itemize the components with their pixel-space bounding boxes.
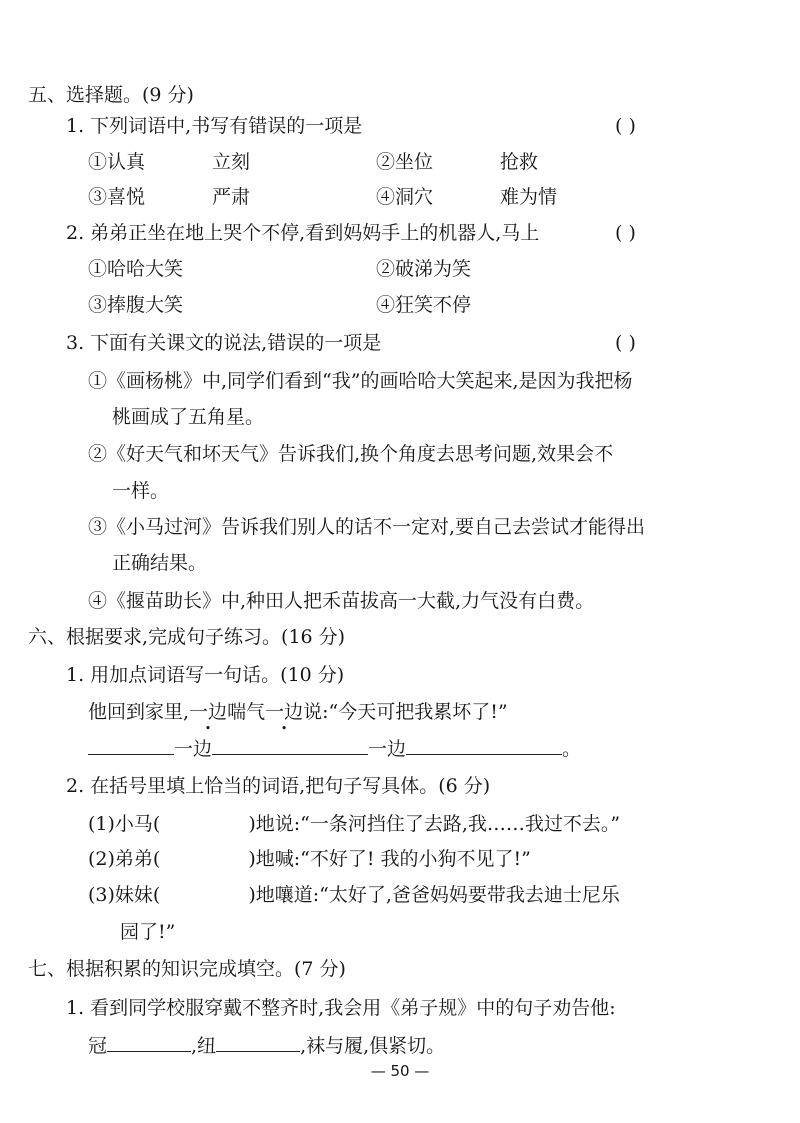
question-3-stem: 3. 下面有关课文的说法,错误的一项是 bbox=[66, 332, 382, 354]
option-1: ①认真 bbox=[88, 151, 146, 173]
option-3: ③喜悦 bbox=[88, 186, 146, 208]
section-5-heading: 五、选择题。(9 分) bbox=[28, 84, 194, 106]
option-4-line: ④《揠苗助长》中,种田人把禾苗拔高一大截,力气没有白费。 bbox=[88, 590, 595, 612]
sentence-3-prefix: (3)妹妹( bbox=[88, 884, 161, 906]
option-1-word: 立刻 bbox=[212, 151, 251, 173]
fill-word-2: 一边 bbox=[368, 738, 407, 760]
example-text: 喘气 bbox=[227, 701, 266, 723]
option-3-word: 严肃 bbox=[212, 186, 251, 208]
page-number: — 50 — bbox=[370, 1062, 430, 1080]
dotted-word-1: 一边 bbox=[189, 701, 228, 723]
fill-word-1: 一边 bbox=[174, 738, 213, 760]
section-6-heading: 六、根据要求,完成句子练习。(16 分) bbox=[28, 626, 346, 648]
answer-blank-2[interactable] bbox=[212, 736, 368, 755]
fill-end: ,袜与履,俱紧切。 bbox=[300, 1035, 446, 1057]
sentence-2-suffix: )地喊:“不好了! 我的小狗不见了!” bbox=[248, 848, 531, 870]
example-text: 说:“今天可把我累坏了!” bbox=[303, 701, 508, 723]
option-3: ③捧腹大笑 bbox=[88, 294, 184, 316]
section-7-heading: 七、根据积累的知识完成填空。(7 分) bbox=[28, 958, 346, 980]
sentence-2-prefix: (2)弟弟( bbox=[88, 848, 161, 870]
option-2: ②破涕为笑 bbox=[376, 258, 472, 280]
option-1-line-1: ①《画杨桃》中,同学们看到“我”的画哈哈大笑起来,是因为我把杨 bbox=[88, 370, 633, 392]
sentence-2 bbox=[88, 846, 531, 872]
answer-blank-1[interactable] bbox=[107, 1033, 191, 1052]
sentence-3-line-2: 园了!” bbox=[120, 921, 176, 943]
fill-prefix: 冠 bbox=[88, 1035, 108, 1057]
option-2-line-2: 一样。 bbox=[112, 480, 170, 502]
answer-paren-q2[interactable]: ( ) bbox=[615, 222, 636, 244]
sentence-1-suffix: )地说:“一条河挡住了去路,我……我过不去。” bbox=[248, 813, 621, 835]
answer-paren-q3[interactable]: ( ) bbox=[615, 332, 636, 354]
option-3-line-1: ③《小马过河》告诉我们别人的话不一定对,要自己去尝试才能得出 bbox=[88, 516, 646, 538]
sentence-1 bbox=[88, 811, 620, 837]
option-4: ④洞穴 bbox=[376, 186, 434, 208]
option-4-word: 难为情 bbox=[500, 186, 558, 208]
fill-mid: ,纽 bbox=[191, 1035, 217, 1057]
option-1-line-2: 桃画成了五角星。 bbox=[112, 406, 265, 428]
answer-blank-2[interactable] bbox=[216, 1033, 300, 1052]
question-1-stem: 1. 用加点词语写一句话。(10 分) bbox=[66, 664, 345, 686]
fill-sentence bbox=[88, 736, 581, 762]
question-1-stem: 1. 看到同学校服穿戴不整齐时,我会用《弟子规》中的句子劝告他: bbox=[66, 997, 616, 1019]
fill-period: 。 bbox=[562, 738, 582, 760]
question-2-stem: 2. 弟弟正坐在地上哭个不停,看到妈妈手上的机器人,马上 bbox=[66, 222, 540, 244]
fill-line bbox=[88, 1033, 445, 1059]
option-2-word: 抢救 bbox=[500, 151, 539, 173]
example-text: 他回到家里, bbox=[88, 701, 190, 723]
option-3-line-2: 正确结果。 bbox=[112, 552, 208, 574]
question-2-stem: 2. 在括号里填上恰当的词语,把句子写具体。(6 分) bbox=[66, 775, 491, 797]
option-4: ④狂笑不停 bbox=[376, 294, 472, 316]
question-1-stem: 1. 下列词语中,书写有错误的一项是 bbox=[66, 115, 363, 137]
example-sentence bbox=[88, 699, 508, 725]
answer-blank-3[interactable] bbox=[406, 736, 562, 755]
option-1: ①哈哈大笑 bbox=[88, 258, 184, 280]
answer-paren-q1[interactable]: ( ) bbox=[615, 115, 636, 137]
sentence-1-prefix: (1)小马( bbox=[88, 813, 161, 835]
sentence-3 bbox=[88, 882, 620, 908]
option-2-line-1: ②《好天气和坏天气》告诉我们,换个角度去思考问题,效果会不 bbox=[88, 443, 614, 465]
option-2: ②坐位 bbox=[376, 151, 434, 173]
answer-blank-1[interactable] bbox=[88, 736, 174, 755]
dotted-word-2: 一边 bbox=[265, 701, 304, 723]
sentence-3-suffix: )地嚷道:“太好了,爸爸妈妈要带我去迪士尼乐 bbox=[248, 884, 620, 906]
